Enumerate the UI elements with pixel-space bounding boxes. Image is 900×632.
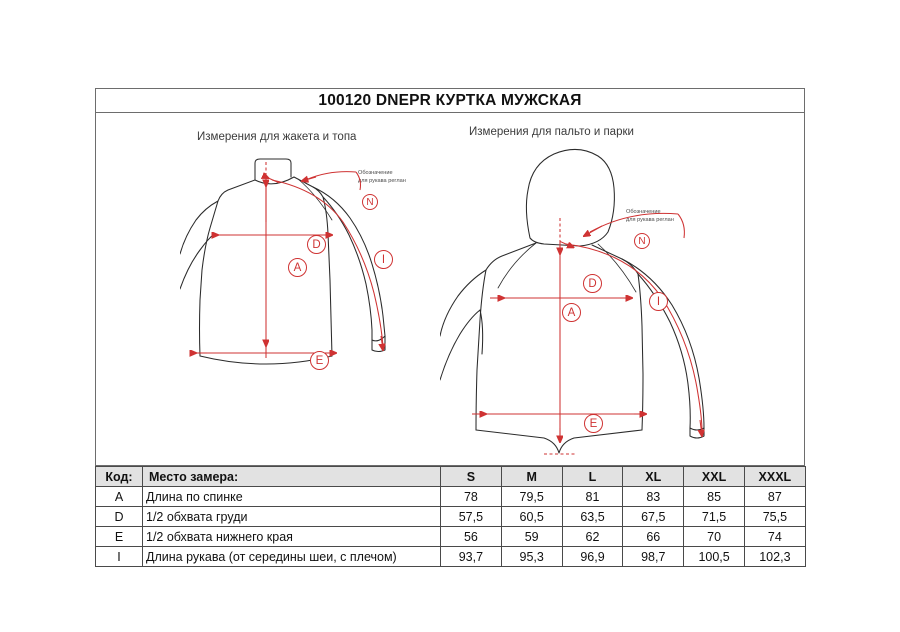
table-row (96, 507, 806, 527)
row-place: 1/2 обхвата нижнего края (143, 527, 441, 547)
marker-a-right: A (562, 303, 581, 322)
marker-d-left: D (307, 235, 326, 254)
cell-value: 96,9 (562, 547, 623, 567)
marker-e-left: E (310, 351, 329, 370)
row-place: 1/2 обхвата груди (143, 507, 441, 527)
cell-value: 70 (684, 527, 745, 547)
right-raglan-note-line1: Обозначение (626, 209, 661, 215)
marker-n-right: N (634, 233, 650, 249)
marker-a-left: A (288, 258, 307, 277)
row-place: Длина рукава (от середины шеи, с плечом) (143, 547, 441, 567)
cell-value: 83 (623, 487, 684, 507)
table-row (96, 527, 806, 547)
marker-i-right: I (649, 292, 668, 311)
cell-value: 100,5 (684, 547, 745, 567)
row-code: A (96, 487, 143, 507)
header-size-m: M (501, 467, 562, 487)
left-raglan-note-line1: Обозначение (358, 170, 393, 176)
cell-value: 102,3 (744, 547, 805, 567)
cell-value: 66 (623, 527, 684, 547)
marker-e-right: E (584, 414, 603, 433)
cell-value: 56 (441, 527, 502, 547)
cell-value: 93,7 (441, 547, 502, 567)
table-row (96, 487, 806, 507)
cell-value: 85 (684, 487, 745, 507)
right-diagram-heading: Измерения для пальто и парки (469, 126, 634, 138)
cell-value: 79,5 (501, 487, 562, 507)
header-place: Место замера: (143, 467, 441, 487)
row-code: E (96, 527, 143, 547)
header-size-xl: XL (623, 467, 684, 487)
header-size-s: S (441, 467, 502, 487)
left-raglan-note-line2: для рукава реглан (358, 178, 406, 185)
right-raglan-note (626, 208, 674, 224)
cell-value: 75,5 (744, 507, 805, 527)
header-size-xxl: XXL (684, 467, 745, 487)
cell-value: 87 (744, 487, 805, 507)
right-raglan-note-line2: для рукава реглан (626, 217, 674, 224)
cell-value: 59 (501, 527, 562, 547)
row-code: D (96, 507, 143, 527)
cell-value: 78 (441, 487, 502, 507)
cell-value: 62 (562, 527, 623, 547)
marker-i-left: I (374, 250, 393, 269)
marker-d-right: D (583, 274, 602, 293)
left-diagram-heading: Измерения для жакета и топа (197, 131, 357, 143)
title-bar (95, 88, 805, 113)
row-code: I (96, 547, 143, 567)
cell-value: 71,5 (684, 507, 745, 527)
left-raglan-note (358, 169, 406, 185)
header-code: Код: (96, 467, 143, 487)
cell-value: 67,5 (623, 507, 684, 527)
diagram-frame (95, 88, 805, 466)
header-size-xxxl: XXXL (744, 467, 805, 487)
cell-value: 95,3 (501, 547, 562, 567)
marker-n-left: N (362, 194, 378, 210)
table-header-row (96, 467, 806, 487)
cell-value: 63,5 (562, 507, 623, 527)
size-table (95, 466, 806, 567)
cell-value: 81 (562, 487, 623, 507)
cell-value: 98,7 (623, 547, 684, 567)
page-title: 100120 DNEPR КУРТКА МУЖСКАЯ (318, 91, 582, 109)
cell-value: 74 (744, 527, 805, 547)
cell-value: 57,5 (441, 507, 502, 527)
header-size-l: L (562, 467, 623, 487)
row-place: Длина по спинке (143, 487, 441, 507)
cell-value: 60,5 (501, 507, 562, 527)
table-row (96, 547, 806, 567)
